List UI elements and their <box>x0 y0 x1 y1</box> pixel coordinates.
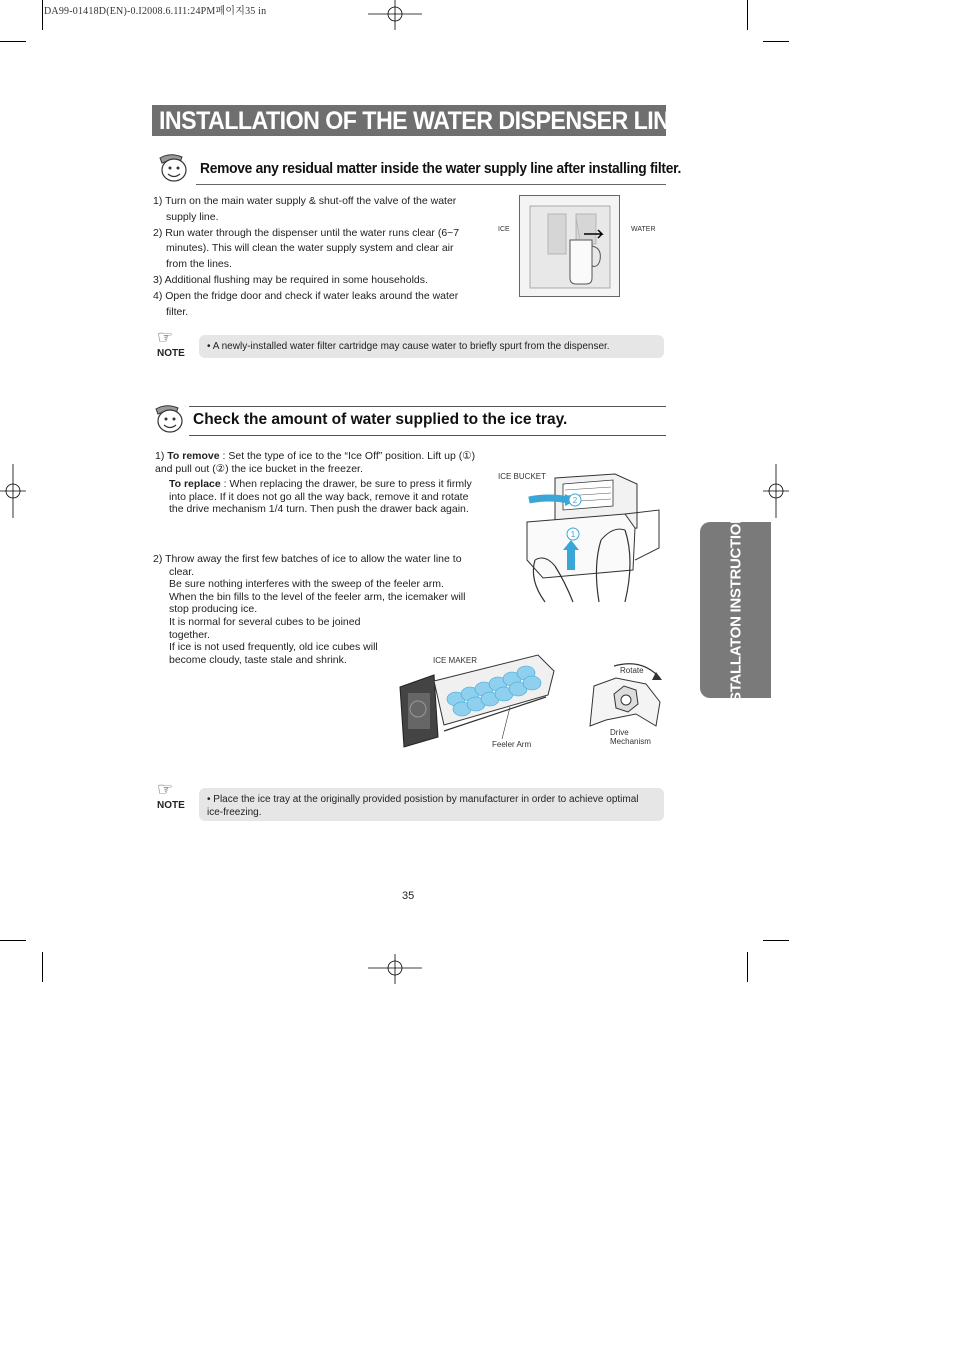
step-number-2: 2 <box>572 496 578 505</box>
figure-label-ice-maker: ICE MAKER <box>433 656 478 665</box>
divider <box>189 406 666 407</box>
replace-label: To replace <box>169 478 221 490</box>
file-header: DA99-01418D(EN)-0.I2008.6.1I1:24PM페이지35 in <box>44 6 267 17</box>
drive-mechanism-figure <box>586 660 666 730</box>
divider <box>196 184 666 185</box>
figure-label-rotate: Rotate <box>620 666 644 675</box>
text-line: clear. <box>169 565 195 578</box>
text-line: 2) Throw away the first few batches of ice to allow the water line to <box>153 553 462 565</box>
note-label: NOTE <box>157 348 185 359</box>
figure-label-ice: ICE <box>498 226 510 233</box>
page-title: INSTALLATION OF THE WATER DISPENSER LINE <box>159 107 685 135</box>
ice-maker-figure <box>398 651 558 749</box>
step1-replace <box>169 478 485 516</box>
list-item: 4) Open the fridge door and check if water leaks around the water filter. <box>153 289 459 318</box>
note-box <box>199 335 664 358</box>
step-number: 1) <box>155 450 165 462</box>
step-number-1: 1 <box>570 530 576 539</box>
text-line: become cloudy, taste stale and shrink. <box>169 653 347 666</box>
cartoon-face-icon <box>152 403 186 435</box>
section1-heading: Remove any residual matter inside the water supply line after installing filter. <box>200 160 682 177</box>
remove-label: To remove <box>167 450 220 462</box>
remove-text: : Set the type of ice to the “Ice Off” position. Lift up (①) and pull out (②) the ice bucket in the freezer. <box>155 450 476 475</box>
figure-label-drive-mechanism <box>610 728 651 746</box>
figure-label-water: WATER <box>631 226 656 233</box>
page-number: 35 <box>402 890 415 902</box>
label-line: Mechanism <box>610 737 651 746</box>
figure-label-ice-bucket: ICE BUCKET <box>498 472 547 481</box>
side-tab <box>700 503 771 717</box>
text-line: stop producing ice. <box>169 603 258 616</box>
pointing-hand-icon: ☞ <box>157 327 174 347</box>
label-line: Drive <box>610 728 629 737</box>
step2-text <box>153 553 493 666</box>
divider <box>189 435 666 436</box>
replace-text: : When replacing the drawer, be sure to press it firmly into place. If it does not go all the way back, remove it and rotate the drive mechanism 1/4 turn. Then push the drawer back again. <box>169 478 472 516</box>
page-title-bar <box>152 105 685 136</box>
note-label: NOTE <box>157 800 185 811</box>
list-item: 1) Turn on the main water supply & shut-off the valve of the water supply line. <box>153 195 457 223</box>
cartoon-face-icon <box>156 152 190 184</box>
text-line: It is normal for several cubes to be joined <box>169 615 361 628</box>
dispenser-figure <box>519 195 620 297</box>
text-line: If ice is not used frequently, old ice cubes will <box>169 641 378 654</box>
step1-remove <box>155 450 485 475</box>
note-text: • A newly-installed water filter cartridge may cause water to briefly spurt from the dispenser. <box>207 341 610 352</box>
text-line: together. <box>169 628 210 641</box>
figure-label-feeler-arm: Feeler Arm <box>492 740 532 749</box>
list-item: 2) Run water through the dispenser until the water runs clear (6~7 minutes). This will clean the water supply system and clear air from the lines. <box>153 226 460 271</box>
section2-heading: Check the amount of water supplied to the ice tray. <box>193 411 568 428</box>
pointing-hand-icon: ☞ <box>157 779 174 799</box>
text-line: When the bin fills to the level of the feeler arm, the icemaker will <box>169 590 466 603</box>
list-item: 3) Additional flushing may be required in some households. <box>153 273 428 286</box>
note-text: • Place the ice tray at the originally provided posistion by manufacturer in order to achieve optimal ice-freezing. <box>207 794 639 818</box>
section1-steps <box>153 194 463 320</box>
ice-bucket-figure <box>515 470 663 605</box>
note-box <box>199 788 664 821</box>
text-line: Be sure nothing interferes with the sweep of the feeler arm. <box>169 578 444 591</box>
side-tab-label: INSTALLATON INSTRUCTIONS <box>727 503 744 717</box>
